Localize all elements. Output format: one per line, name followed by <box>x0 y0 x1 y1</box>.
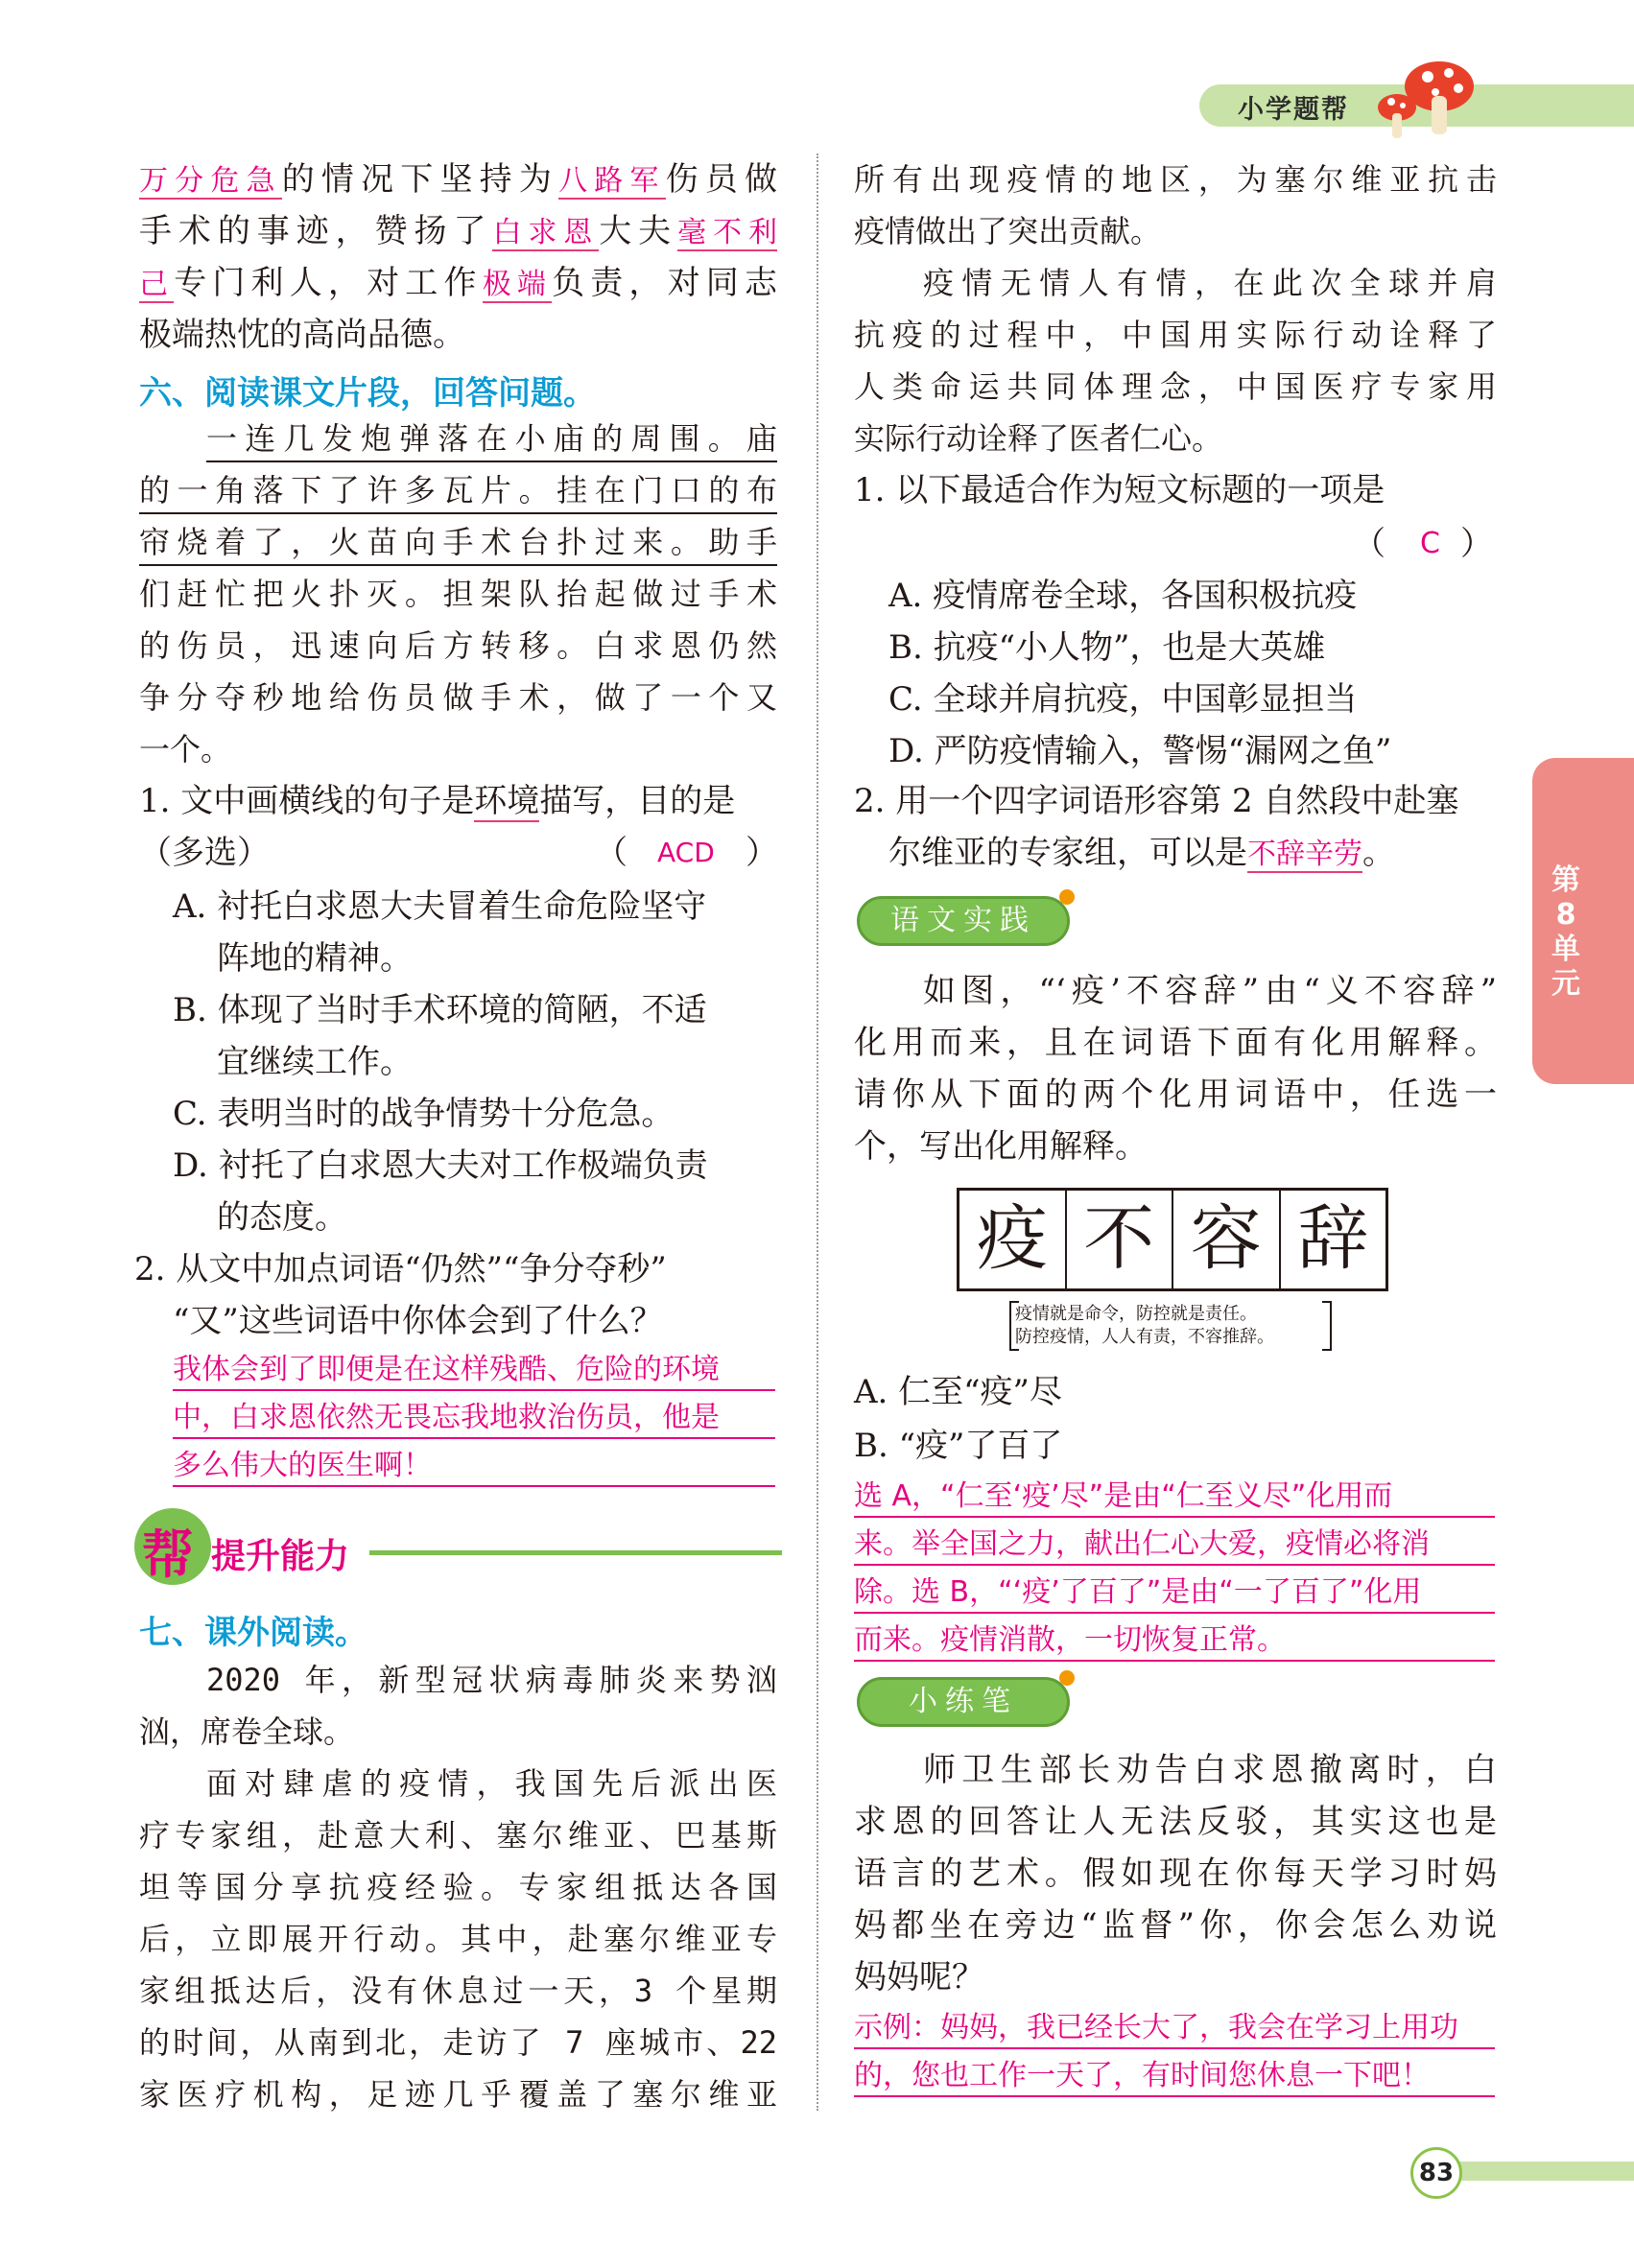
passage-line: 的伤员，迅速向后方转移。白求恩仍然 <box>139 627 777 664</box>
answer-line: 中，白求恩依然无畏忘我地救治伤员，他是 <box>173 1399 775 1439</box>
reading-line: 的时间，从南到北，走访了 7 座城市、22 <box>139 2024 777 2061</box>
answer-line: 除。选 B，“‘疫’了百了”是由“一了百了”化用 <box>854 1573 1495 1614</box>
reading-line: 人类命运共同体理念，中国医疗专家用 <box>854 368 1497 405</box>
writing-line: 师卫生部长劝告白求恩撤离时，白 <box>923 1751 1497 1789</box>
filled-word: 白求恩 <box>492 216 600 249</box>
practice-badge: 语文实践 <box>857 896 1070 946</box>
reading-line: 坦等国分享抗疫经验。专家组抵达各国 <box>139 1869 777 1905</box>
filled-word: 极端 <box>482 268 553 301</box>
text-segment: 大夫 <box>599 212 678 250</box>
section-6-title: 六、阅读课文片段，回答问题。 <box>139 374 596 413</box>
filled-word: 八路军 <box>558 164 666 198</box>
reading-line: 所有出现疫情的地区，为塞尔维亚抗击 <box>854 161 1497 198</box>
text-segment: 伤员做 <box>665 160 777 199</box>
passage-line: 争分夺秒地给伤员做手术，做了一个又 <box>139 679 777 716</box>
banner-line <box>369 1550 782 1555</box>
reading-line: 疗专家组，赴意大利、塞尔维亚、巴基斯 <box>139 1817 777 1854</box>
mushroom-icon <box>1372 58 1478 144</box>
option-line: B. 体现了当时手术环境的简陋，不适 <box>173 991 707 1029</box>
unit-tab-label: 第8单元 <box>1551 863 1580 1001</box>
note-bracket-right <box>1322 1301 1332 1351</box>
option-line: C. 全球并肩抗疫，中国彰显担当 <box>888 680 1358 719</box>
header-title: 小学题帮 <box>1238 95 1349 125</box>
grid-cell: 不 <box>1067 1191 1174 1288</box>
option-line: C. 表明当时的战争情势十分危急。 <box>173 1095 675 1133</box>
text-segment: 极端热忱的高尚品德。 <box>139 316 465 354</box>
page-number: 83 <box>1410 2147 1462 2199</box>
option-line: A. 疫情席卷全球，各国积极抗疫 <box>888 577 1358 615</box>
q2-line: 2. 从文中加点词语“仍然”“争分夺秒” <box>134 1250 667 1288</box>
answer-line: 我体会到了即便是在这样残酷、危险的环境 <box>173 1351 775 1391</box>
writing-line: 妈妈呢？ <box>854 1958 984 1996</box>
grid-cell: 疫 <box>959 1191 1067 1288</box>
option-line: D. 衬托了白求恩大夫对工作极端负责 <box>173 1146 708 1185</box>
text-segment: 手术的事迹，赞扬了 <box>139 212 493 250</box>
practice-line: 请你从下面的两个化用词语中，任选一 <box>854 1075 1497 1114</box>
passage-line: 一个。 <box>139 731 232 768</box>
banner-title: 提升能力 <box>211 1537 350 1576</box>
writing-line: 语言的艺术。假如现在你每天学习时妈 <box>854 1855 1497 1893</box>
filled-word: 毫不利 <box>677 216 777 249</box>
reading-line: 疫情无情人有情，在此次全球并肩 <box>923 265 1497 301</box>
reading-line: 汹，席卷全球。 <box>139 1713 355 1750</box>
r-q1-answer: C <box>1420 527 1440 560</box>
reading-line: 实际行动诠释了医者仁心。 <box>854 420 1223 457</box>
grid-cell: 容 <box>1173 1191 1281 1288</box>
r-q2-stem: 2. 用一个四字词语形容第 2 自然段中赴塞 <box>854 782 1459 820</box>
writing-badge: 小练笔 <box>857 1677 1070 1727</box>
column-divider <box>817 154 818 2111</box>
answer-line: 的，您也工作一天了，有时间您休息一下吧！ <box>854 2057 1495 2097</box>
intro-line <box>139 313 777 357</box>
answer-line: 多么伟大的医生啊！ <box>173 1447 775 1487</box>
grid-note: 疫情就是命令，防控就是责任。 防控疫情，人人有责，不容推辞。 <box>1015 1304 1274 1347</box>
answer-line: 而来。疫情消散，一切恢复正常。 <box>854 1621 1495 1662</box>
reading-line: 疫情做出了突出贡献。 <box>854 213 1162 249</box>
intro-line <box>139 261 777 307</box>
practice-line: 如图，“‘疫’不容辞”由“义不容辞” <box>923 972 1497 1010</box>
practice-line: 化用而来，且在词语下面有化用解释。 <box>854 1024 1497 1062</box>
option-line: B. 抗疫“小人物”，也是大英雄 <box>888 628 1326 667</box>
page-number-bar <box>1439 2162 1634 2181</box>
option-line: 的态度。 <box>217 1198 347 1237</box>
reading-line: 抗疫的过程中，中国用实际行动诠释了 <box>854 317 1497 353</box>
reading-line: 家医疗机构，足迹几乎覆盖了塞尔维亚 <box>139 2076 777 2113</box>
option-line: 阵地的精神。 <box>217 939 413 978</box>
reading-line: 后，立即展开行动。其中，赴塞尔维亚专 <box>139 1921 777 1957</box>
r-q2-stem-2: 尔维亚的专家组，可以是不辞辛劳。 <box>888 834 1395 872</box>
answer-line: 示例：妈妈，我已经长大了，我会在学习上用功 <box>854 2009 1495 2049</box>
text-segment: 专门利人，对工作 <box>174 264 483 302</box>
section-7-title: 七、课外阅读。 <box>139 1614 367 1652</box>
option-line: D. 严防疫情输入，警惕“漏网之鱼” <box>888 732 1392 770</box>
passage-line: 的一角落下了许多瓦片。挂在门口的布 <box>139 468 777 514</box>
choice-b: B. “疫”了百了 <box>854 1427 1063 1465</box>
reading-line: 面对肆虐的疫情，我国先后派出医 <box>206 1765 777 1802</box>
filled-word: 己 <box>139 268 175 301</box>
option-line: 宜继续工作。 <box>217 1043 413 1081</box>
filled-word: 万分危急 <box>139 164 282 198</box>
passage-line: 一连几发炮弹落在小庙的周围。庙 <box>206 416 777 462</box>
passage-line: 帘烧着了，火苗向手术台扑过来。助手 <box>139 520 777 566</box>
passage-line: 们赶忙把火扑灭。担架队抬起做过手术 <box>139 576 777 612</box>
writing-line: 求恩的回答让人无法反驳，其实这也是 <box>854 1803 1497 1841</box>
r-q1-stem: 1. 以下最适合作为短文标题的一项是 <box>854 471 1385 509</box>
practice-line: 个，写出化用解释。 <box>854 1127 1148 1166</box>
text-segment: 负责，对同志 <box>552 264 777 302</box>
word-grid <box>957 1188 1388 1291</box>
q2-line: “又”这些词语中你体会到了什么？ <box>173 1302 663 1340</box>
q1-stem: 1. 文中画横线的句子是环境描写，目的是 <box>139 782 736 820</box>
q1-stem-2: （多选） （ ACD ） <box>139 831 777 875</box>
grid-cell: 辞 <box>1297 1197 1369 1280</box>
r-q2-answer: 不辞辛劳 <box>1247 838 1362 871</box>
option-line: A. 衬托白求恩大夫冒着生命危险坚守 <box>173 887 707 926</box>
writing-line: 妈都坐在旁边“监督”你，你会怎么劝说 <box>854 1906 1497 1945</box>
text-segment: 的情况下坚持为 <box>281 160 559 199</box>
reading-line: 家组抵达后，没有休息过一天，3 个星期 <box>139 1973 777 2009</box>
intro-line <box>139 157 777 203</box>
answer-line: 选 A，“仁至‘疫’尽”是由“仁至义尽”化用而 <box>854 1477 1495 1518</box>
reading-line: 2020 年，新型冠状病毒肺炎来势汹 <box>206 1662 777 1698</box>
q1-answer: ACD <box>657 837 715 868</box>
intro-line <box>139 209 777 255</box>
answer-line: 来。举全国之力，献出仁心大爱，疫情必将消 <box>854 1525 1495 1566</box>
choice-a: A. 仁至“疫”尽 <box>854 1373 1062 1411</box>
banner-char: 帮 <box>142 1524 194 1585</box>
